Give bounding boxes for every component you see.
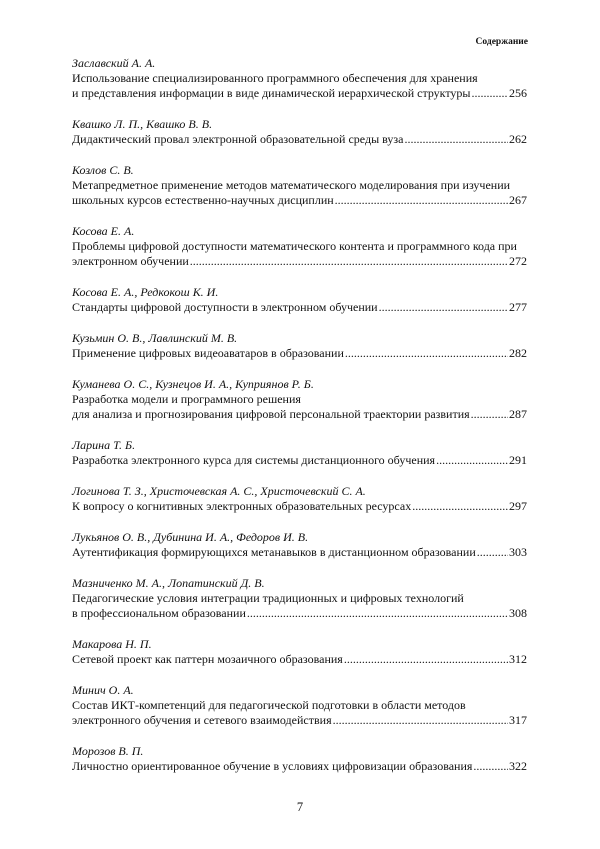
- toc-entry-page: 267: [509, 193, 527, 207]
- table-of-contents: [72, 56, 527, 790]
- toc-entry-authors: Минич О. А.: [72, 683, 134, 697]
- toc-entry[interactable]: [72, 484, 527, 514]
- dot-leader: [412, 499, 508, 514]
- toc-entry-authors: Козлов С. В.: [72, 163, 134, 177]
- page-number: 7: [296, 800, 304, 814]
- toc-entry-title-line: Педагогические условия интеграции традиционных и цифровых технологий: [72, 591, 464, 605]
- toc-entry-authors: Косова Е. А., Редкокош К. И.: [72, 285, 219, 299]
- toc-entry[interactable]: [72, 331, 527, 361]
- toc-entry[interactable]: [72, 285, 527, 315]
- toc-entry[interactable]: [72, 637, 527, 667]
- dot-leader: [404, 132, 508, 147]
- toc-entry-title-row: [72, 132, 527, 147]
- toc-entry-authors: Ларина Т. Б.: [72, 438, 136, 452]
- toc-entry-title-row: [72, 759, 527, 774]
- toc-entry-page: 282: [509, 346, 527, 360]
- toc-entry-authors: Морозов В. П.: [72, 744, 144, 758]
- toc-entry-title-row: [72, 346, 527, 361]
- toc-entry-title-line: электронного обучения и сетевого взаимодействия: [72, 713, 332, 727]
- toc-entry[interactable]: [72, 744, 527, 774]
- toc-entry-page: 308: [509, 606, 527, 620]
- dot-leader: [247, 606, 508, 621]
- toc-entry-authors: Квашко Л. П., Квашко В. В.: [72, 117, 213, 131]
- dot-leader: [473, 759, 508, 774]
- dot-leader: [379, 300, 508, 315]
- toc-entry[interactable]: [72, 117, 527, 147]
- toc-entry-title-line: Аутентификация формирующихся метанавыков в дистанционном образовании: [72, 545, 476, 559]
- toc-entry-title-line: Разработка модели и программного решения: [72, 392, 301, 406]
- toc-entry[interactable]: [72, 163, 527, 208]
- toc-entry-page: 291: [509, 453, 527, 467]
- dot-leader: [436, 453, 508, 468]
- toc-entry-title-row: [72, 652, 527, 667]
- toc-entry-page: 303: [509, 545, 527, 559]
- toc-entry-title-line: Проблемы цифровой доступности математического контента и программного кода при: [72, 239, 517, 253]
- toc-entry-title-row: [72, 453, 527, 468]
- toc-entry-page: 256: [509, 86, 527, 100]
- toc-entry-title-line: Состав ИКТ-компетенций для педагогической подготовки в области методов: [72, 698, 466, 712]
- dot-leader: [344, 652, 508, 667]
- toc-entry-title-line: Метапредметное применение методов математического моделирования при изучении: [72, 178, 511, 192]
- toc-entry-title-line: Разработка электронного курса для системы дистанционного обучения: [72, 453, 436, 467]
- toc-entry-title-line: школьных курсов естественно-научных дисциплин: [72, 193, 334, 207]
- toc-entry-authors: Мазниченко М. А., Лопатинский Д. В.: [72, 576, 265, 590]
- toc-entry-authors: Косова Е. А.: [72, 224, 135, 238]
- toc-entry[interactable]: [72, 438, 527, 468]
- toc-entry-title-row: [72, 499, 527, 514]
- toc-entry-page: 297: [509, 499, 527, 513]
- toc-entry-authors: Логинова Т. З., Христочевская А. С., Христочевский С. А.: [72, 484, 366, 498]
- toc-entry[interactable]: [72, 377, 527, 422]
- toc-entry-title-row: [72, 545, 527, 560]
- toc-entry-title-row: [72, 193, 527, 208]
- toc-entry-authors: Макарова Н. П.: [72, 637, 152, 651]
- toc-entry-page: 287: [509, 407, 527, 421]
- toc-entry[interactable]: [72, 576, 527, 621]
- toc-entry-page: 322: [509, 759, 527, 773]
- toc-entry-page: 277: [509, 300, 527, 314]
- running-header: Содержание: [475, 37, 528, 47]
- toc-entry-title-row: [72, 407, 527, 422]
- toc-entry-title-line: Сетевой проект как паттерн мозаичного образования: [72, 652, 343, 666]
- toc-entry[interactable]: [72, 224, 527, 269]
- dot-leader: [333, 713, 508, 728]
- dot-leader: [471, 407, 508, 422]
- dot-leader: [335, 193, 508, 208]
- dot-leader: [472, 86, 509, 101]
- dot-leader: [345, 346, 508, 361]
- toc-entry-title-line: Дидактический провал электронной образовательной среды вуза: [72, 132, 404, 146]
- toc-entry-authors: Кузьмин О. В., Лавлинский М. В.: [72, 331, 238, 345]
- dot-leader: [190, 254, 508, 269]
- toc-entry-title-line: для анализа и прогнозирования цифровой персональной траектории развития: [72, 407, 470, 421]
- toc-entry[interactable]: [72, 56, 527, 101]
- dot-leader: [477, 545, 508, 560]
- toc-entry-page: 262: [509, 132, 527, 146]
- toc-entry[interactable]: [72, 683, 527, 728]
- toc-entry-title-line: Личностно ориентированное обучение в условиях цифровизации образования: [72, 759, 473, 773]
- toc-entry-title-line: в профессиональном образовании: [72, 606, 246, 620]
- toc-entry-authors: Куманева О. С., Кузнецов И. А., Куприянов Р. Б.: [72, 377, 314, 391]
- toc-entry-title-line: Применение цифровых видеоаватаров в образовании: [72, 346, 344, 360]
- toc-entry-title-row: [72, 713, 527, 728]
- toc-entry-page: 317: [509, 713, 527, 727]
- toc-entry-title-line: электронном обучении: [72, 254, 189, 268]
- toc-entry-page: 312: [509, 652, 527, 666]
- toc-entry-authors: Лукьянов О. В., Дубинина И. А., Федоров И. В.: [72, 530, 309, 544]
- toc-entry-title-row: [72, 300, 527, 315]
- toc-entry-page: 272: [509, 254, 527, 268]
- toc-entry-title-line: К вопросу о когнитивных электронных образовательных ресурсах: [72, 499, 412, 513]
- toc-entry-title-row: [72, 606, 527, 621]
- toc-entry-title-line: Использование специализированного программного обеспечения для хранения: [72, 71, 478, 85]
- toc-entry-title-line: и представления информации в виде динамической иерархической структуры: [72, 86, 471, 100]
- toc-entry-authors: Заславский А. А.: [72, 56, 156, 70]
- toc-entry[interactable]: [72, 530, 527, 560]
- toc-entry-title-line: Стандарты цифровой доступности в электронном обучении: [72, 300, 378, 314]
- toc-entry-title-row: [72, 86, 527, 101]
- toc-entry-title-row: [72, 254, 527, 269]
